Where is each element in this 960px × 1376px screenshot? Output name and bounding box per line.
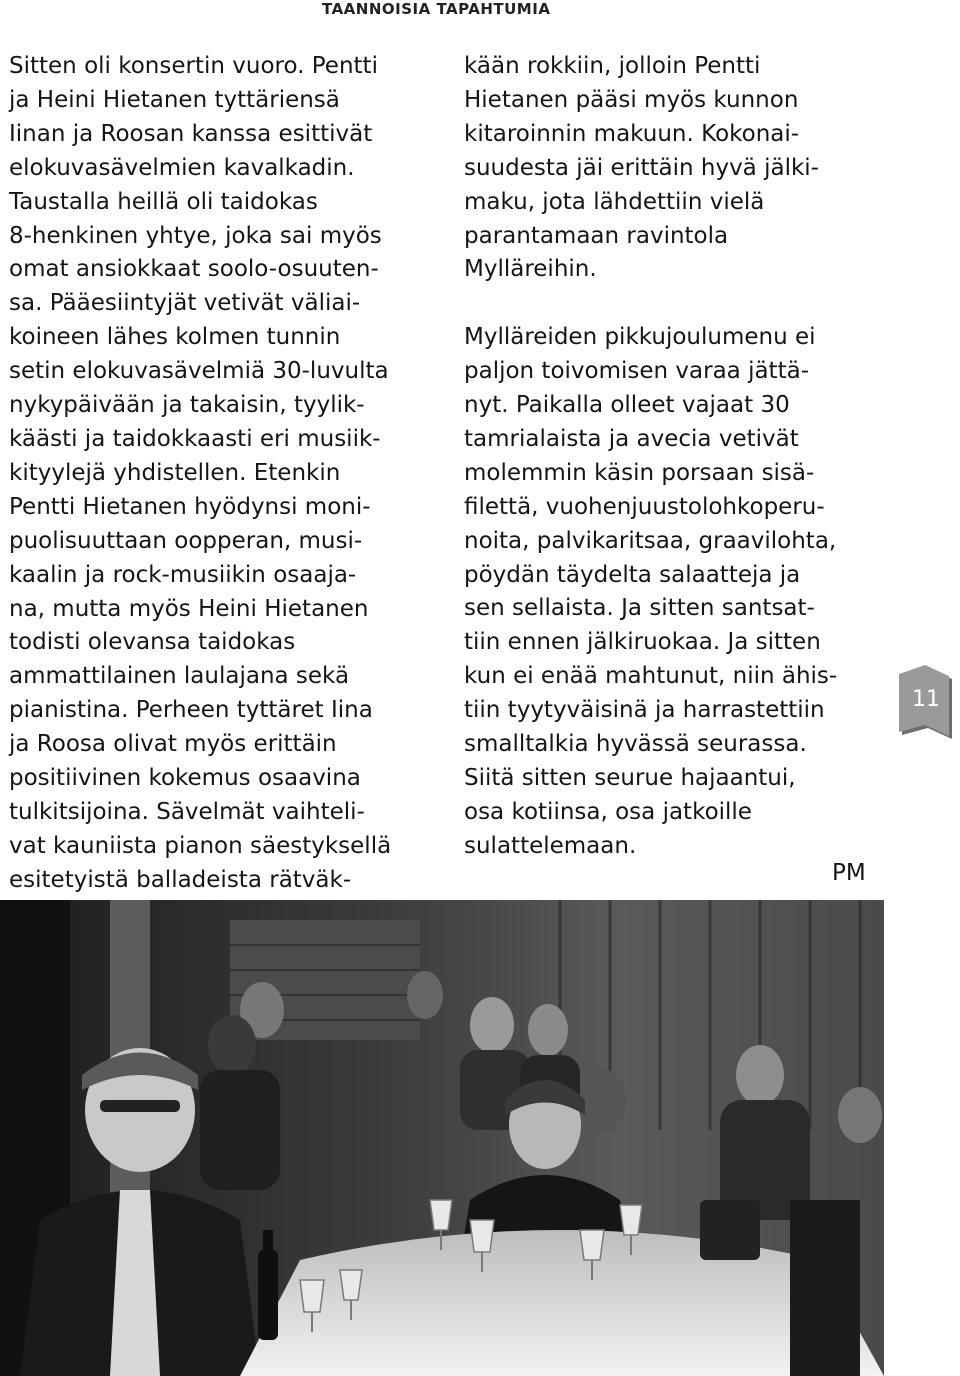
- text-line: Siitä sitten seurue hajaantui,: [464, 765, 796, 792]
- text-line: Hietanen pääsi myös kunnon: [464, 86, 799, 113]
- text-line: Taustalla heillä oli taidokas: [9, 188, 318, 215]
- text-line: maku, jota lähdettiin vielä: [464, 188, 765, 215]
- restaurant-photo-icon: [0, 900, 884, 1376]
- page-number-badge: [898, 665, 954, 745]
- text-line: käästi ja taidokkaasti eri musiik-: [9, 425, 381, 452]
- text-line: todisti olevansa taidokas: [9, 629, 296, 656]
- left-column: [9, 50, 449, 898]
- text-line: noita, palvikaritsaa, graavilohta,: [464, 527, 837, 554]
- text-line: suudesta jäi erittäin hyvä jälki-: [464, 154, 819, 181]
- text-line: tiin tyytyväisinä ja harrastettiin: [464, 697, 825, 724]
- text-line: kaalin ja rock-musiikin osaaja-: [9, 561, 357, 588]
- text-line: na, mutta myös Heini Hietanen: [9, 595, 369, 622]
- text-line: Mylläreiden pikkujoulumenu ei: [464, 324, 816, 351]
- text-line: sa. Pääesiintyjät vetivät väliai-: [9, 290, 361, 317]
- text-line: Pentti Hietanen hyödynsi moni-: [9, 493, 371, 520]
- text-line: osa kotiinsa, osa jatkoille: [464, 798, 752, 825]
- text-line: Mylläreihin.: [464, 256, 597, 283]
- text-line: puolisuuttaan oopperan, musi-: [9, 527, 363, 554]
- text-line: parantamaan ravintola: [464, 222, 729, 249]
- text-line: smalltalkia hyvässä seurassa.: [464, 731, 807, 758]
- text-line: ammattilainen laulajana sekä: [9, 663, 350, 690]
- author-signature: PM: [832, 860, 866, 886]
- text-line: sulattelemaan.: [464, 832, 637, 859]
- text-line: molemmin käsin porsaan sisä-: [464, 459, 815, 486]
- text-line: filettä, vuohenjuustolohkoperu-: [464, 493, 825, 520]
- text-line: koineen lähes kolmen tunnin: [9, 324, 341, 351]
- text-line: Sitten oli konsertin vuoro. Pentti: [9, 53, 378, 79]
- text-line: kitaroinnin makuun. Kokonai-: [464, 120, 800, 147]
- text-line: ja Heini Hietanen tyttäriensä: [9, 86, 340, 113]
- text-line: 8-henkinen yhtye, joka sai myös: [9, 222, 382, 249]
- text-line: esitetyistä balladeista rätväk-: [9, 866, 352, 893]
- text-line: pianistina. Perheen tyttäret Iina: [9, 697, 373, 724]
- text-line: tiin ennen jälkiruokaa. Ja sitten: [464, 629, 821, 656]
- text-line: positiivinen kokemus osaavina: [9, 765, 361, 792]
- text-line: kään rokkiin, jolloin Pentti: [464, 53, 761, 79]
- text-line: pöydän täydelta salaatteja ja: [464, 561, 801, 588]
- text-line: tamrialaista ja avecia vetivät: [464, 425, 799, 452]
- text-line: nyt. Paikalla olleet vajaat 30: [464, 392, 790, 419]
- text-line: kityylejä yhdistellen. Etenkin: [9, 459, 341, 486]
- text-line: sen sellaista. Ja sitten santsat-: [464, 595, 815, 622]
- dinner-party-photo: [0, 900, 884, 1376]
- right-column: [464, 50, 884, 864]
- section-header: TAANNOISIA TAPAHTUMIA: [322, 0, 551, 18]
- text-line: paljon toivomisen varaa jättä-: [464, 358, 809, 385]
- text-line: tulkitsijoina. Sävelmät vaihteli-: [9, 798, 365, 825]
- text-line: ja Roosa olivat myös erittäin: [9, 731, 337, 758]
- text-line: Iinan ja Roosan kanssa esittivät: [9, 120, 373, 147]
- text-line: setin elokuvasävelmiä 30-luvulta: [9, 358, 389, 385]
- paragraph-gap: [464, 287, 884, 321]
- text-line: omat ansiokkaat soolo-osuuten-: [9, 256, 379, 283]
- text-line: vat kauniista pianon säestyksellä: [9, 832, 392, 859]
- page-number: 11: [912, 687, 940, 712]
- text-line: elokuvasävelmien kavalkadin.: [9, 154, 355, 181]
- text-line: kun ei enää mahtunut, niin ähis-: [464, 663, 838, 690]
- text-line: nykypäivään ja takaisin, tyylik-: [9, 392, 365, 419]
